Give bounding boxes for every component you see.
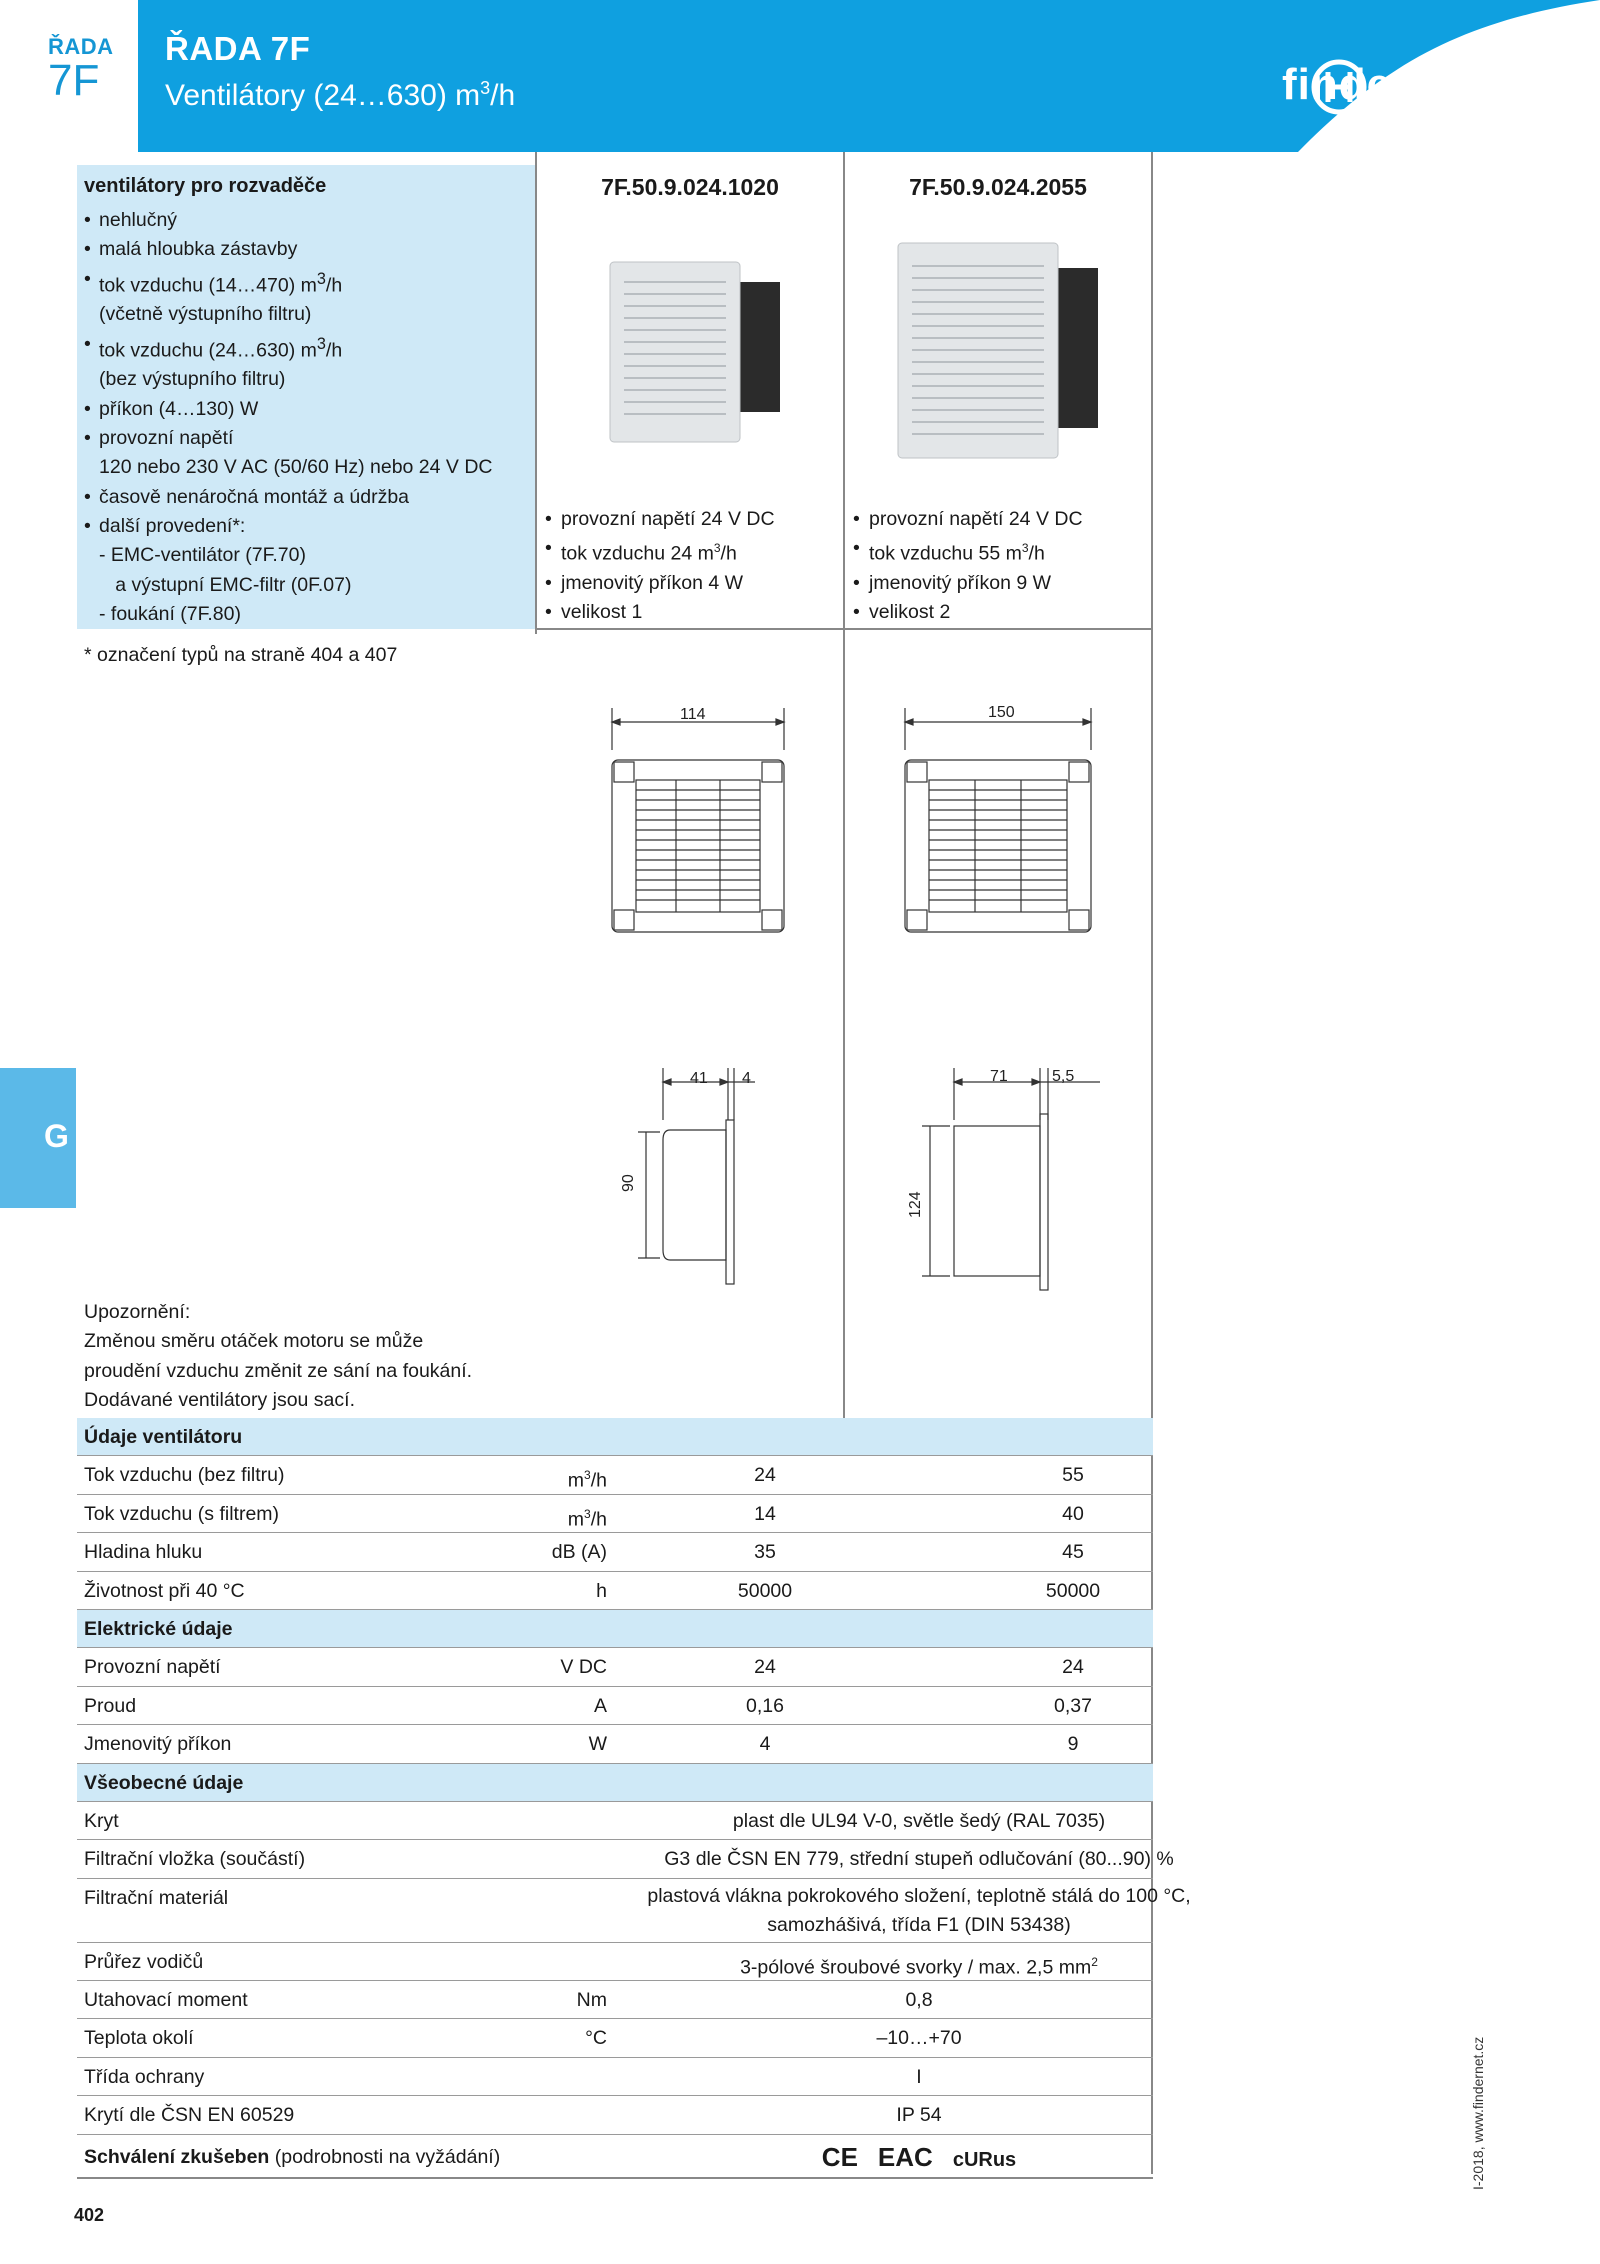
row-value-product-2: 40 — [1062, 1502, 1084, 1525]
intro-item: a výstupní EMC-filtr (0F.07) — [99, 573, 352, 596]
row-label: Filtrační materiál — [84, 1886, 229, 1909]
row-value-product-1: 24 — [754, 1656, 776, 1679]
row-value-line: plastová vlákna pokrokového složení, teplotně stálá do 100 °C, — [647, 1884, 1191, 1907]
row-value-line: 0,8 — [905, 1989, 933, 2012]
product-feature: • provozní napětí 24 V DC — [853, 505, 1083, 534]
row-value — [612, 1981, 1226, 2019]
table-section-header — [77, 1610, 1153, 1648]
row-unit: $m^3/h$ — [567, 1506, 607, 1531]
table-row — [77, 1943, 1153, 1981]
row-unit: h — [596, 1579, 607, 1602]
fan-photo-size-1 — [610, 252, 790, 452]
row-unit: Nm — [576, 1989, 607, 2012]
page-subtitle: Ventilátory (24…630) $m^3/h$ — [165, 78, 516, 112]
intro-item: • nehlučný — [84, 206, 529, 235]
column-divider — [535, 152, 537, 634]
approvals-note: (podrobnosti na vyžádání) — [274, 2145, 501, 2168]
intro-heading: ventilátory pro rozvaděče — [84, 175, 327, 197]
table-row — [77, 1981, 1153, 2019]
row-value-line: samozhášivá, třída F1 (DIN 53438) — [767, 1913, 1071, 1936]
approval-mark-eac-icon: EAC — [877, 2141, 933, 2172]
product-feature: • velikost 2 — [853, 598, 1083, 627]
footnote: * označení typů na straně 404 a 407 — [84, 644, 398, 666]
row-value-line: IP 54 — [896, 2104, 942, 2127]
row-value-product-1: 24 — [754, 1464, 776, 1487]
row-value-product-2: 55 — [1062, 1464, 1084, 1487]
logo-text: finder — [1282, 60, 1411, 109]
row-value-line: 3-pólové šroubové svorky / max. 2,5 $mm^2$ — [740, 1954, 1098, 1979]
page-number: 402 — [74, 2205, 105, 2225]
row-value-product-1: 35 — [754, 1541, 776, 1564]
row-label: Provozní napětí — [84, 1656, 221, 1679]
row-label: Kryt — [84, 1809, 119, 1832]
front-view-drawing-2 — [895, 700, 1105, 940]
intro-box — [77, 165, 535, 629]
intro-feature-list — [84, 206, 529, 629]
row-value — [612, 1882, 1226, 1940]
row-value — [612, 1943, 1226, 1987]
warning-line: Změnou směru otáček motoru se může — [84, 1330, 424, 1353]
row-label: Krytí dle ČSN EN 60529 — [84, 2104, 295, 2127]
approvals-row — [77, 2135, 1153, 2179]
table-row — [77, 1879, 1191, 1943]
table-row — [77, 2058, 1153, 2096]
row-value-product-2: 24 — [1062, 1656, 1084, 1679]
row-value-product-1: 50000 — [737, 1579, 793, 1602]
warning-line: proudění vzduchu změnit ze sání na foukání. — [84, 1359, 473, 1382]
table-row — [77, 1456, 1153, 1494]
row-unit: $m^3/h$ — [567, 1468, 607, 1492]
approvals-title: Schválení zkušeben — [84, 2145, 270, 2168]
product-feature: • velikost 1 — [545, 598, 775, 627]
intro-item: • časově nenáročná montáž a údržba — [84, 483, 529, 512]
table-section-header — [77, 1418, 1153, 1456]
row-value — [612, 2096, 1226, 2134]
row-value-line: G3 dle ČSN EN 779, střední stupeň odlučování (80...90) % — [664, 1848, 1174, 1871]
row-value-product-1: 0,16 — [746, 1694, 784, 1717]
intro-item: - EMC-ventilátor (7F.70) — [99, 544, 306, 567]
series-code: 7F — [48, 56, 100, 105]
row-label: Jmenovitý příkon — [84, 1733, 232, 1756]
dim-depth-1: 41 — [690, 1070, 708, 1087]
product-code-1: 7F.50.9.024.1020 — [601, 174, 779, 200]
product-header-rule — [535, 628, 1153, 630]
row-value — [612, 2058, 1226, 2096]
row-label: Teplota okolí — [84, 2027, 194, 2050]
table-row — [77, 1495, 1153, 1533]
warning-line: Upozornění: — [84, 1301, 191, 1323]
row-value-product-1: 4 — [759, 1733, 771, 1756]
table-row — [77, 1725, 1153, 1763]
dim-height-2: 124 — [907, 1191, 924, 1218]
intro-item: • tok vzduchu (24…630) $m^3/h$ — [84, 330, 529, 366]
front-view-drawing-1 — [600, 700, 800, 940]
row-value-product-2: 50000 — [1045, 1579, 1101, 1602]
dim-width-2: 150 — [988, 704, 1015, 721]
row-label: Utahovací moment — [84, 1989, 248, 2012]
row-value — [612, 1840, 1226, 1878]
product-features-2 — [853, 505, 1083, 628]
row-label: Hladina hluku — [84, 1541, 203, 1564]
row-label: Třída ochrany — [84, 2065, 205, 2088]
row-value-line: plast dle UL94 V-0, světle šedý (RAL 7035) — [732, 1809, 1106, 1832]
series-label: ŘADA — [48, 34, 114, 59]
table-row — [77, 2096, 1153, 2134]
intro-item: • provozní napětí — [84, 424, 529, 453]
section-title: Údaje ventilátoru — [84, 1426, 243, 1448]
row-value — [612, 1802, 1226, 1840]
product-feature: • tok vzduchu 24 $m^3/h$ — [545, 534, 775, 569]
table-row — [77, 1802, 1153, 1840]
table-row — [77, 1572, 1153, 1610]
row-label: Tok vzduchu (bez filtru) — [84, 1464, 285, 1487]
dim-flange-1: 4 — [742, 1070, 751, 1087]
row-label: Filtrační vložka (součástí) — [84, 1848, 306, 1871]
column-divider — [1151, 152, 1153, 634]
edition-note: I-2018, www.findernet.cz — [1470, 2036, 1486, 2190]
approvals-label — [84, 2135, 500, 2179]
row-unit: °C — [585, 2027, 607, 2050]
approval-marks — [612, 2135, 1226, 2182]
intro-item: (včetně výstupního filtru) — [99, 303, 312, 326]
intro-item: • příkon (4…130) W — [84, 395, 529, 424]
row-label: Životnost při 40 °C — [84, 1579, 245, 1602]
row-value-product-2: 0,37 — [1054, 1694, 1092, 1717]
table-row — [77, 1533, 1153, 1571]
dim-height-1: 90 — [620, 1174, 637, 1192]
product-features-1 — [545, 505, 775, 628]
row-value-product-1: 14 — [754, 1502, 776, 1525]
row-unit: dB (A) — [551, 1541, 607, 1564]
dim-width-1: 114 — [680, 706, 706, 723]
section-tab-label: G — [44, 1118, 69, 1154]
row-value-line: I — [916, 2065, 922, 2088]
row-unit: V DC — [560, 1656, 607, 1679]
table-row — [77, 1840, 1174, 1878]
row-value-product-2: 45 — [1062, 1541, 1084, 1564]
fan-photo-size-2 — [898, 238, 1108, 463]
page-title: ŘADA 7F — [165, 30, 311, 67]
row-label: Proud — [84, 1694, 137, 1717]
row-value-product-2: 9 — [1067, 1733, 1079, 1756]
dim-depth-2: 71 — [990, 1068, 1008, 1085]
row-value-line: –10…+70 — [876, 2027, 962, 2050]
side-view-drawing-1 — [630, 1060, 760, 1300]
approval-mark-ce-icon: CE — [821, 2141, 858, 2172]
intro-item: • malá hloubka zástavby — [84, 235, 529, 264]
product-feature: • provozní napětí 24 V DC — [545, 505, 775, 534]
row-unit: A — [593, 1694, 607, 1717]
product-feature: • jmenovitý příkon 4 W — [545, 569, 775, 598]
row-value — [612, 2019, 1226, 2057]
table-row — [77, 1648, 1153, 1686]
section-title: Elektrické údaje — [84, 1617, 233, 1640]
warning-note — [84, 1298, 472, 1415]
product-feature: • jmenovitý příkon 9 W — [853, 569, 1083, 598]
row-unit: W — [588, 1733, 607, 1756]
intro-item: • tok vzduchu (14…470) $m^3/h$ — [84, 265, 529, 301]
table-section-header — [77, 1764, 1153, 1802]
product-feature: • tok vzduchu 55 $m^3/h$ — [853, 534, 1083, 569]
section-title: Všeobecné údaje — [84, 1771, 244, 1794]
row-label: Průřez vodičů — [84, 1950, 204, 1973]
specs-table — [77, 1418, 1191, 2179]
column-divider — [843, 152, 845, 634]
table-row — [77, 2019, 1153, 2057]
table-row — [77, 1687, 1153, 1725]
product-code-2: 7F.50.9.024.2055 — [909, 174, 1087, 200]
row-label: Tok vzduchu (s filtrem) — [84, 1502, 280, 1525]
intro-item: • další provedení*: — [84, 512, 529, 541]
intro-item: (bez výstupního filtru) — [99, 368, 286, 391]
side-view-drawing-2 — [920, 1060, 1120, 1300]
intro-item: 120 nebo 230 V AC (50/60 Hz) nebo 24 V DC — [99, 456, 493, 479]
intro-item: - foukání (7F.80) — [99, 602, 241, 625]
dim-flange-2: 5,5 — [1052, 1068, 1075, 1085]
warning-line: Dodávané ventilátory jsou sací. — [84, 1388, 355, 1411]
approval-mark-curus-icon: cURus — [952, 2148, 1017, 2171]
column-divider — [843, 634, 845, 1418]
